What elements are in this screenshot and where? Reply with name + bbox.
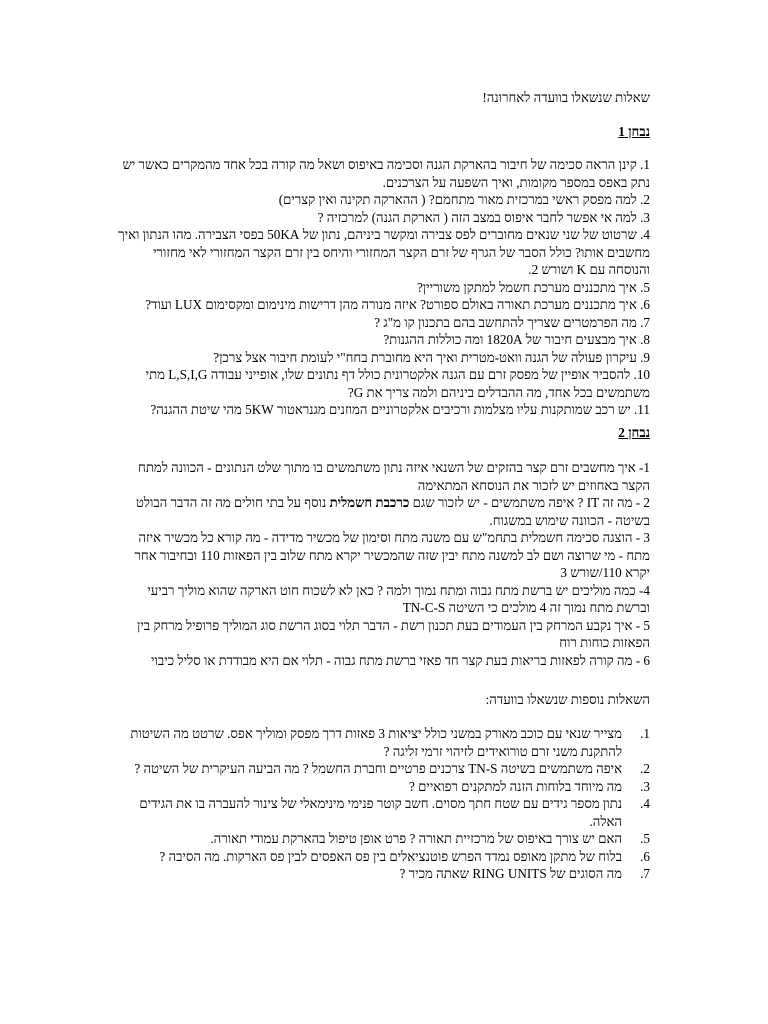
section1-item-5: 5. איך מתכננים מערכת חשמל למתקן משוריין? [416, 279, 650, 295]
section3-item-4-number: 4. [640, 796, 650, 811]
document-title: שאלות שנשאלו בוועדה לאחרונה! [482, 90, 650, 105]
section1-item-8: 8. איך מבצעים חיבור של 1820A ומה כוללות ההגנות? [383, 332, 650, 347]
section3-item-5 [118, 830, 650, 848]
section3-item-5-text: האם יש צורך באיפוס של מרכזיית תאורה ? פרט אופן טיפול בהארקת עמודי תאורה. [210, 831, 622, 846]
section3-item-3-number: 3. [640, 778, 650, 794]
section2-item-4: 4- כמה מוליכים יש ברשת מתח גבוה ומתח נמוך ולמה ? כאן לא לשכוח חוט הארקה שהוא מוליך רביעי וברשת מתח נמוך זה 4 מולכים כי השיטה TN-C-S [147, 582, 650, 615]
section2-item-2-pre: 2 - מה זה IT ? איפה משתמשים - יש לזכור שגם [409, 495, 650, 510]
section3-list [118, 725, 650, 883]
section3-item-1 [118, 725, 650, 760]
section3-item-1-text: מצייר שנאי עם כוכב מאורק במשני כולל יציאות 3 פאזות דרך מפסק ומוליך אפס. שרטט מה השיטות להתקנת משני זרם טורואידים לזיהוי זרמי זליגה ? [130, 726, 622, 759]
section3-item-3-text: מה מיוחד בלוחות הזנה למתקנים רפואיים ? [409, 778, 622, 794]
section1-item-9: 9. עיקרון פעולה של הגנה וואט-מטרית ואיך היא מחוברת בחח"י לעומת חיבור אצל צרכן? [213, 349, 650, 365]
section1-item-3: 3. למה אי אפשר לחבר איפוס במצב הזה ( הארקת הגנה) למרכזיה ? [317, 209, 650, 225]
section3-item-7-text: מה הסוגים של RING UNITS שאתה מכיר ? [399, 866, 622, 881]
section3-item-5-number: 5. [640, 831, 650, 846]
section2-list [118, 459, 650, 669]
section3-item-2-text: איפה משתמשים בשיטה TN-S צרכנים פרטיים וחברת החשמל ? מה הביעה העיקרית של השיטה ? [134, 761, 622, 776]
section1-item-11: 11. יש רכב שמותקנות עליו מצלמות ורכיבים אלקטרוניים המוזנים מגנראטור 5KW מהי שיטת ההגנה? [150, 402, 650, 417]
section2-item-2-post: נוסף על בתי חולים מה זה הדבר הבולט בשיטה - הכוונה שימוש במשגוח. [135, 495, 650, 528]
section3-intro: השאלות נוספות שנשאלו בוועדה: [485, 692, 650, 707]
section3-item-6-text: בלוח של מתקן מאופס נמדד הפרש פוטנציאלים בין פס האפסים לבין פס הארקות. מה הסיבה ? [159, 848, 622, 864]
section1-heading: נבחן 1 [618, 124, 650, 139]
section1-item-6: 6. איך מתכננים מערכת תאורה באולם ספורט? איזה מנורה מהן דרישות מינימום ומקסימום LUX ועוד? [145, 297, 650, 312]
section1-list [118, 156, 650, 419]
section3-item-6 [118, 848, 650, 866]
section3-item-1-number: 1. [640, 726, 650, 741]
section2-item-1: 1- איך מחשבים זרם קצר בהזקים של השנאי איזה נתון משתמשים בו מתוך שלט הנתונים - הכוונה למתח הקצר באחוזים יש לזכור את הנוסחא המתאימה [138, 460, 650, 493]
section2-item-6: 6 - מה קורה לפאזות בריאות בעת קצר חד פאזי ברשת מתח גבוה - תלוי אם היא מבודדת או סליל כיבוי [151, 652, 650, 668]
section2-item-2 [118, 494, 650, 529]
section1-item-4: 4. שרטוט של שני שנאים מחוברים לפס צבירה ומקשר ביניהם, נתון של 50KA בפסי הצבירה. מהו הנתון ואיך מחשבים אותו? כולל הסבר של הגרף של זרם הקצר המחזורי והיחס בין זרם הקצר המחזורי לאי מחזורי והנוסחה עם K ושורש 2. [118, 227, 650, 277]
section3-item-3 [118, 778, 650, 796]
section2-item-5: 5 - איך נקבע המרחק בין העמודים בעת תכנון רשת - הדבר תלוי בסוג הרשת סוג המוליך פרופיל מרחק בין הפאזות כוחות רוח [136, 617, 650, 650]
section3-item-2-number: 2. [640, 761, 650, 776]
section3-item-2 [118, 760, 650, 778]
section3-item-7 [118, 865, 650, 883]
section1-item-1: 1. קינן הראה סכימה של חיבור בהארקת הגנה וסכימה באיפוס ושאל מה קורה בכל אחד מהמקרים כאשר יש נתק באפס במספר מקומות, ואיך השפעה על הצרכנים. [122, 157, 650, 190]
section2-heading: נבחן 2 [618, 425, 650, 440]
section1-item-7: 7. מה הפרמטרים שצריך להתחשב בהם בתכנון קו מ"ג ? [374, 314, 650, 330]
section3-item-4-text: נתון מספר גידים עם שטח חתך מסוים. חשב קוטר פנימי מינימאלי של צינור להעברה בו את הגידים האלה. [139, 796, 622, 829]
section3-item-7-number: 7. [640, 866, 650, 881]
section3-item-4 [118, 795, 650, 830]
section1-item-10: 10. להסביר אופיין של מפסק זרם עם הגנה אלקטרונית כולל דף נתונים שלו, אופייני עבודה L,S,I,G מתי משתמשים בכל אחד, מה ההבדלים ביניהם ולמה צריך את G? [145, 367, 650, 400]
section2-item-3: 3 - הוצגה סכימה חשמלית בתחמ"ש עם משנה מתח וסימון של מכשיר מדידה - מה קורא כל מכשיר איזה מתח - מי שרוצה ושם לב למשנה מתח יבין שזה שהמכשיר יקרא מתח שלוב בין הפאזות 110 ובחיבור אחר יקרא 110/שורש 3 [134, 530, 650, 580]
section2-item-2-bold: כרכבת חשמלית [329, 495, 410, 510]
section1-item-2: 2. למה מפסק ראשי במרכזית מאור מתחמם? ( ההארקה תקינה ואין קצרים) [278, 192, 650, 207]
section3-item-6-number: 6. [640, 848, 650, 864]
